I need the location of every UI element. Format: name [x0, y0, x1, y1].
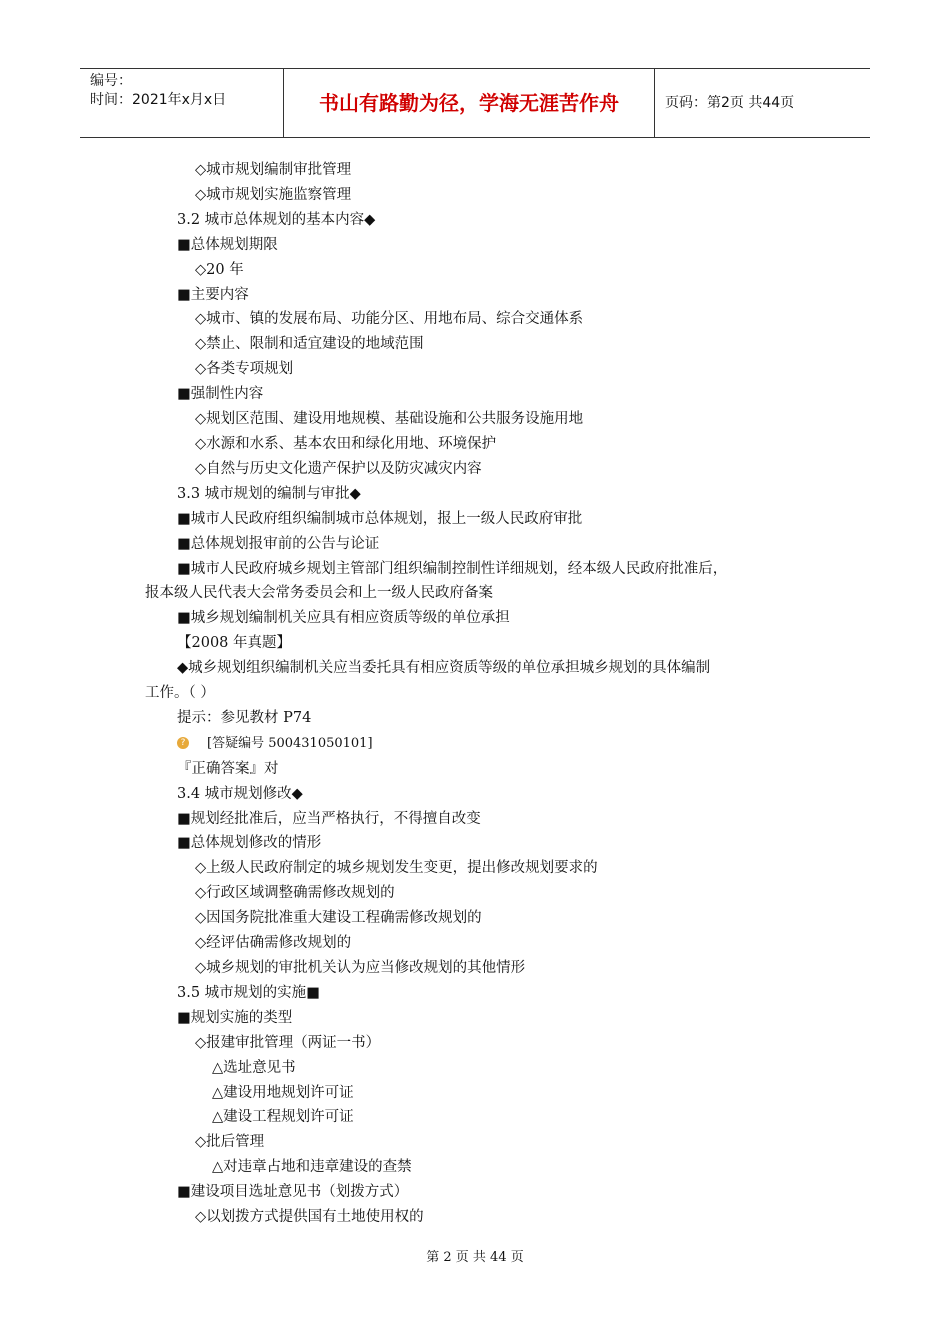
text-line: [145, 158, 815, 183]
text-line-content: △建设工程规划许可证: [212, 1109, 354, 1126]
text-line-content: ◇城乡规划的审批机关认为应当修改规划的其他情形: [195, 960, 526, 976]
text-line-content: ◇因国务院批准重大建设工程确需修改规划的: [195, 910, 482, 927]
text-line-content: ◇行政区域调整确需修改规划的: [195, 885, 395, 902]
text-line-content: 报本级人民代表大会常务委员会和上一级人民政府备案: [145, 585, 493, 602]
text-line-content: ■城乡规划编制机关应具有相应资质等级的单位承担: [177, 610, 510, 627]
text-line-content: 3.4 城市规划修改◆: [177, 785, 303, 802]
text-line-content: 【2008 年真题】: [177, 635, 292, 652]
text-line-content: ◇规划区范围、建设用地规模、基础设施和公共服务设施用地: [195, 411, 584, 428]
text-line-content: ■总体规划报审前的公告与论证: [177, 535, 380, 552]
text-line: [145, 1081, 815, 1106]
text-line: [145, 233, 815, 258]
text-line: [145, 407, 815, 432]
document-time-label: 时间：2021年x月x日: [90, 92, 227, 108]
text-line-content: ■规划经批准后，应当严格执行，不得擅自改变: [177, 810, 481, 827]
question-icon: ?: [177, 737, 189, 749]
text-line-content: ◆城乡规划组织编制机关应当委托具有相应资质等级的单位承担城乡规划的具体编制: [177, 660, 711, 677]
text-line-content: ◇批后管理: [195, 1134, 265, 1151]
text-line-content: 『正确答案』对: [177, 760, 279, 777]
text-line-content: 工作。（ ）: [145, 685, 215, 702]
text-line: [145, 283, 815, 308]
text-line: [145, 1155, 815, 1180]
text-line: [145, 807, 815, 832]
text-line: [145, 731, 815, 757]
text-line: [145, 782, 815, 807]
text-line-content: ◇城市、镇的发展布局、功能分区、用地布局、综合交通体系: [195, 311, 584, 328]
text-line: [145, 507, 815, 532]
page-footer: [0, 1246, 950, 1265]
text-line: [145, 1205, 815, 1230]
text-line-content: 3.5 城市规划的实施■: [177, 984, 320, 1001]
text-line-content: ◇城市规划实施监察管理: [195, 186, 352, 203]
text-line: [145, 183, 815, 208]
text-line: [145, 1130, 815, 1155]
text-line-content: 3.3 城市规划的编制与审批◆: [177, 485, 361, 502]
text-line: [145, 956, 815, 981]
text-line-content: △选址意见书: [212, 1059, 296, 1076]
text-line-content: ■城市人民政府组织编制城市总体规划，报上一级人民政府审批: [177, 510, 583, 527]
text-line: [145, 357, 815, 382]
text-line: [145, 881, 815, 906]
footer-page-number: 第 2 页 共 44 页: [426, 1250, 524, 1265]
text-line-content: ◇城市规划编制审批管理: [195, 162, 352, 178]
text-line-content: ◇20 年: [195, 261, 244, 278]
text-line-content: ■总体规划修改的情形: [177, 835, 322, 852]
text-line: [145, 432, 815, 457]
header-left-cell: [80, 69, 283, 137]
text-line: [145, 1006, 815, 1031]
text-line-content: ■城市人民政府城乡规划主管部门组织编制控制性详细规划，经本级人民政府批准后，: [177, 560, 728, 577]
text-line: [145, 631, 815, 656]
text-line: [145, 332, 815, 357]
text-line-content: ■规划实施的类型: [177, 1009, 293, 1026]
page-header: [80, 68, 870, 138]
text-line: [145, 258, 815, 283]
text-line-content: △建设用地规划许可证: [212, 1084, 354, 1101]
text-line-content: 提示：参见教材 P74: [177, 709, 312, 726]
text-line: [145, 1031, 815, 1056]
text-line-content: ◇水源和水系、基本农田和绿化用地、环境保护: [195, 435, 497, 452]
text-line: [145, 307, 815, 332]
text-line-content: [答疑编号 500431050101]: [207, 735, 373, 751]
text-line-content: ◇报建审批管理（两证一书）: [195, 1034, 381, 1051]
text-line-content: ◇经评估确需修改规划的: [195, 935, 352, 952]
text-line: [145, 457, 815, 482]
text-line-content: ◇禁止、限制和适宜建设的地域范围: [195, 336, 424, 353]
text-line: [145, 1105, 815, 1130]
text-line: [145, 681, 815, 706]
header-page-info: 页码：第2页 共44页: [665, 95, 795, 111]
text-line: [145, 532, 815, 557]
text-line: [145, 656, 815, 681]
text-line: [145, 906, 815, 931]
text-line-content: ◇自然与历史文化遗产保护以及防灾减灾内容: [195, 460, 482, 477]
text-line: [145, 856, 815, 881]
text-line-content: ◇以划拨方式提供国有土地使用权的: [195, 1209, 424, 1226]
text-line: [145, 482, 815, 507]
text-line: [145, 931, 815, 956]
text-line-content: ■总体规划期限: [177, 236, 278, 253]
text-line: [145, 831, 815, 856]
text-line-content: △对违章占地和违章建设的查禁: [212, 1159, 412, 1176]
text-line-content: ■强制性内容: [177, 386, 264, 403]
text-line: [145, 981, 815, 1006]
text-line: [145, 706, 815, 731]
text-line: [145, 581, 815, 606]
text-line: [145, 208, 815, 233]
document-body: [145, 158, 815, 1230]
text-line: [145, 382, 815, 407]
text-line-content: ◇各类专项规划: [195, 361, 294, 378]
text-line-content: ■主要内容: [177, 286, 249, 303]
document-number-label: 编号：: [90, 73, 132, 89]
text-line: [145, 557, 815, 582]
text-line: [145, 757, 815, 782]
text-line-content: ■建设项目选址意见书（划拨方式）: [177, 1184, 409, 1201]
text-line: [145, 606, 815, 631]
text-line-content: 3.2 城市总体规划的基本内容◆: [177, 211, 376, 228]
header-motto: 书山有路勤为径，学海无涯苦作舟: [283, 69, 655, 137]
text-line: [145, 1056, 815, 1081]
text-line-content: ◇上级人民政府制定的城乡规划发生变更，提出修改规划要求的: [195, 860, 598, 877]
text-line: [145, 1180, 815, 1205]
